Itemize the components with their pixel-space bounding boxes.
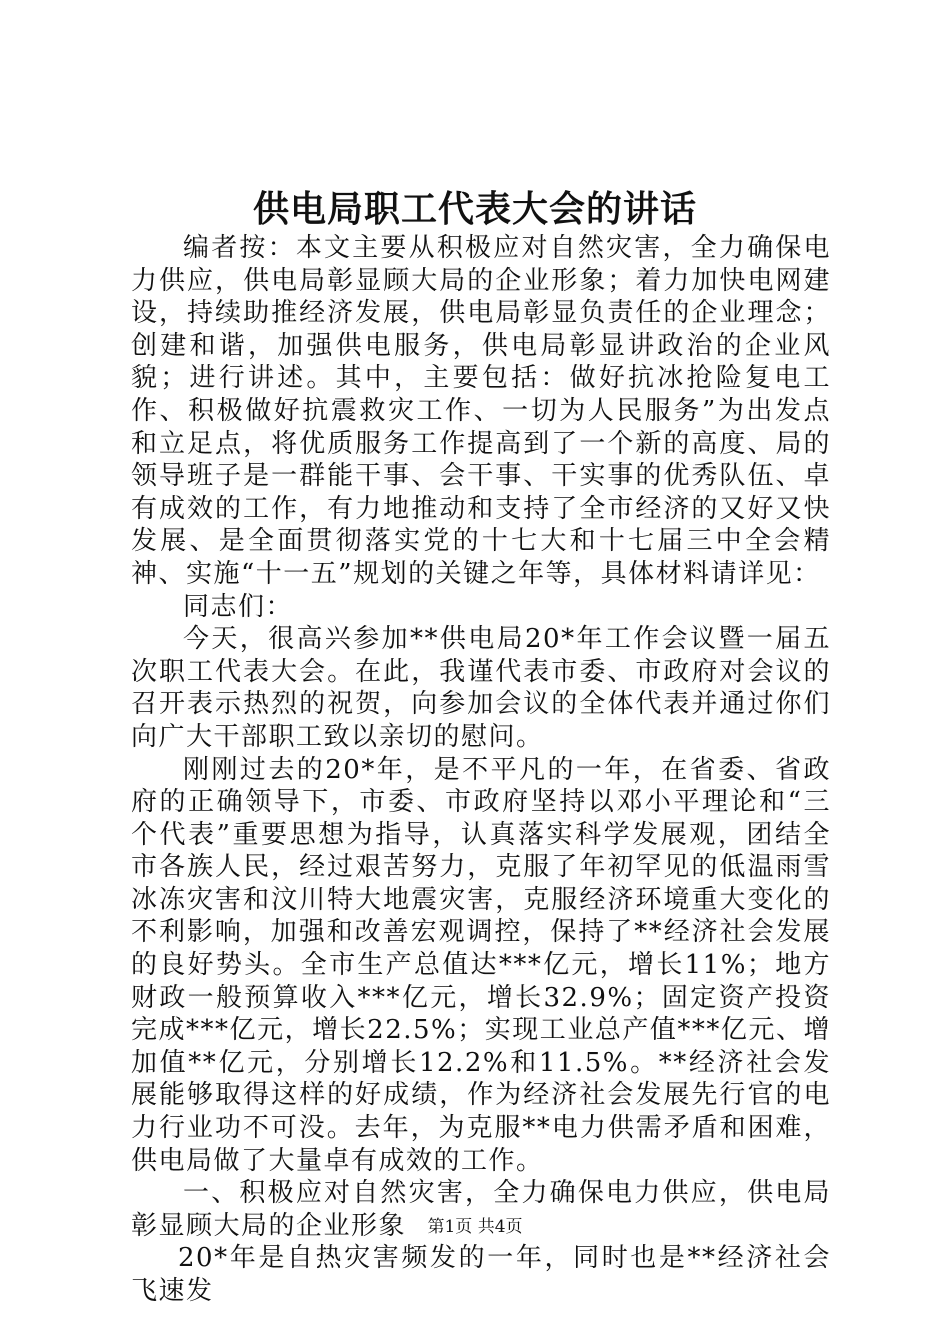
salutation-paragraph: 同志们： [183,591,294,622]
document-title: 供电局职工代表大会的讲话 [252,188,697,230]
section-heading: 一、积极应对自然灾害，全力确保电力供应，供电局彰显顾大局的企业形象 [131,1178,831,1241]
body-paragraph: 20*年是自热灾害频发的一年，同时也是**经济社会飞速发 [131,1243,831,1306]
body-paragraph: 今天，很高兴参加**供电局20*年工作会议暨一届五次职工代表大会。在此，我谨代表市委、市政府对会议的召开表示热烈的祝贺，向参加会议的全体代表并通过你们向广大干部职工致以亲切的慰问。 [131,624,831,752]
page-number-footer: 第1页 共4页 [427,1217,523,1237]
body-paragraph: 刚刚过去的20*年，是不平凡的一年，在省委、省政府的正确领导下，市委、市政府坚持以邓小平理论和“三个代表”重要思想为指导，认真落实科学发展观，团结全市各族人民，经过艰苦努力，克服了年初罕见的低温雨雪冰冻灾害和汶川特大地震灾害，克服经济环境重大变化的不利影响，加强和改善宏观调控，保持了**经济社会发展的良好势头。全市生产总值达***亿元，增长11%；地方财政一般预算收入***亿元，增长32.9%；固定资产投资完成***亿元，增长22.5%；实现工业总产值***亿元、增加值**亿元，分别增长12.2%和11.5%。**经济社会发展能够取得这样的好成绩，作为经济社会发展先行官的电力行业功不可没。去年，为克服**电力供需矛盾和困难，供电局做了大量卓有成效的工作。 [131,754,831,1176]
document-body [131,232,831,1308]
editor-note-paragraph: 编者按：本文主要从积极应对自然灾害，全力确保电力供应，供电局彰显顾大局的企业形象；着力加快电网建设，持续助推经济发展，供电局彰显负责任的企业理念；创建和谐，加强供电服务，供电局彰显讲政治的企业风貌；进行讲述。其中，主要包括：做好抗冰抢险复电工作、积极做好抗震救灾工作、一切为人民服务”为出发点和立足点，将优质服务工作提高到了一个新的高度、局的领导班子是一群能干事、会干事、干实事的优秀队伍、卓有成效的工作，有力地推动和支持了全市经济的又好又快发展、是全面贯彻落实党的十七大和十七届三中全会精神、实施“十一五”规划的关键之年等，具体材料请详见： [131,233,831,589]
